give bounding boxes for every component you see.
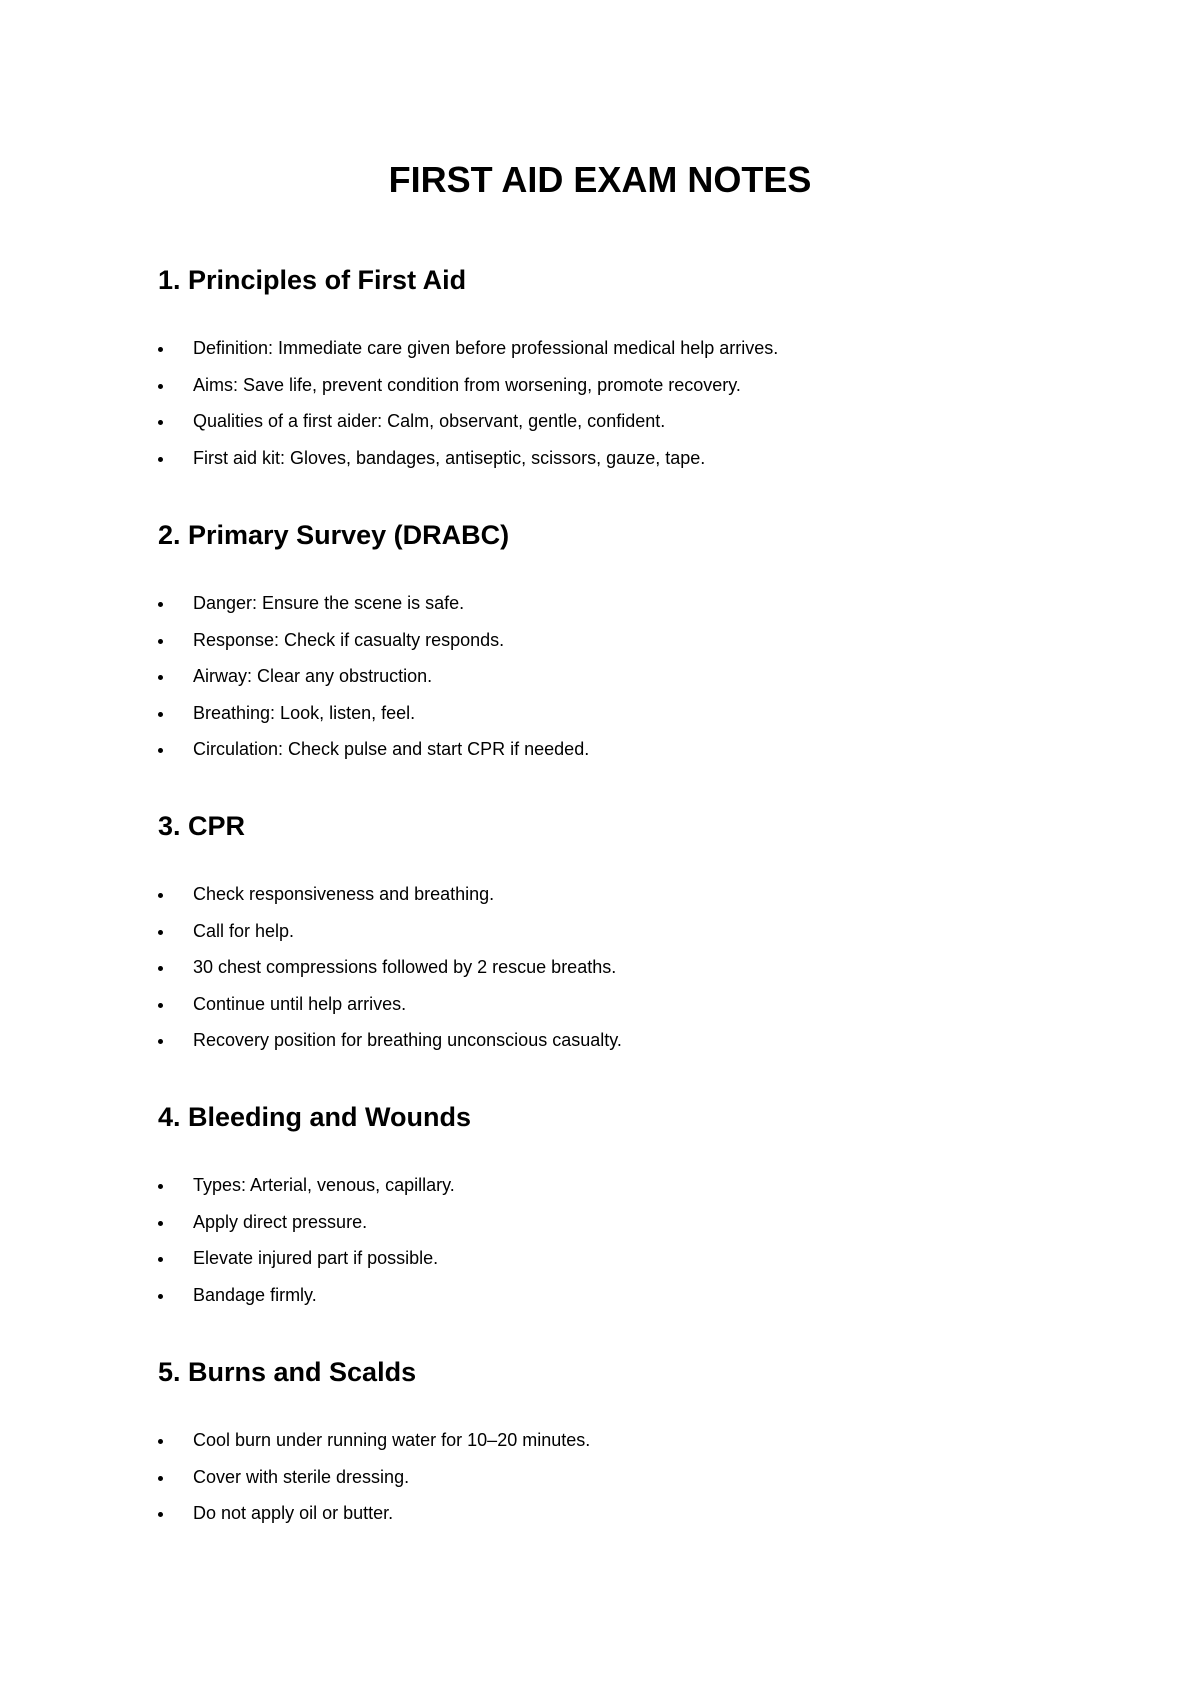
list-item-text: Circulation: Check pulse and start CPR if needed. xyxy=(193,739,590,760)
bullet-icon xyxy=(158,639,163,644)
list-item-text: 30 chest compressions followed by 2 rescue breaths. xyxy=(193,957,617,978)
bullet-icon xyxy=(158,1257,163,1262)
list-item xyxy=(158,949,1118,986)
bullet-icon xyxy=(158,675,163,680)
bullet-icon xyxy=(158,1294,163,1299)
list-item-text: Cover with sterile dressing. xyxy=(193,1466,410,1487)
section-heading: 5. Burns and Scalds xyxy=(158,1357,417,1387)
list-item xyxy=(158,1459,1118,1496)
list-item-text: Check responsiveness and breathing. xyxy=(193,884,495,904)
section-burns-and-scalds xyxy=(158,1355,1118,1532)
list-item xyxy=(158,1204,1118,1241)
section-heading: 3. CPR xyxy=(158,811,246,841)
list-item xyxy=(158,1167,1118,1204)
list-item-text: Bandage firmly. xyxy=(193,1284,317,1305)
bullet-icon xyxy=(158,712,163,717)
list-item-text: Definition: Immediate care given before professional medical help arrives. xyxy=(193,338,779,358)
list-item-text: Call for help. xyxy=(193,920,295,941)
list-item-text: Aims: Save life, prevent condition from worsening, promote recovery. xyxy=(193,374,741,395)
bullet-list xyxy=(158,876,1118,1059)
list-item-text: First aid kit: Gloves, bandages, antiseptic, scissors, gauze, tape. xyxy=(193,447,706,468)
list-item xyxy=(158,658,1118,695)
list-item xyxy=(158,986,1118,1023)
list-item-text: Response: Check if casualty responds. xyxy=(193,629,505,650)
bullet-icon xyxy=(158,1039,163,1044)
list-item xyxy=(158,695,1118,732)
list-item-text: Continue until help arrives. xyxy=(193,993,407,1014)
list-item xyxy=(158,403,1118,440)
bullet-list xyxy=(158,1167,1118,1313)
list-item-text: Qualities of a first aider: Calm, observant, gentle, confident. xyxy=(193,411,666,432)
bullet-list xyxy=(158,330,1118,476)
bullet-list xyxy=(158,585,1118,768)
list-item-text: Do not apply oil or butter. xyxy=(193,1503,394,1524)
bullet-icon xyxy=(158,1476,163,1481)
bullet-icon xyxy=(158,966,163,971)
list-item-text: Types: Arterial, venous, capillary. xyxy=(193,1175,455,1195)
bullet-icon xyxy=(158,893,163,898)
bullet-icon xyxy=(158,1184,163,1189)
list-item xyxy=(158,330,1118,367)
list-item-text: Cool burn under running water for 10–20 minutes. xyxy=(193,1430,591,1450)
list-item xyxy=(158,367,1118,404)
bullet-icon xyxy=(158,602,163,607)
list-item xyxy=(158,1022,1118,1059)
list-item-text: Apply direct pressure. xyxy=(193,1211,368,1232)
section-heading: 1. Principles of First Aid xyxy=(158,265,467,295)
document-title: FIRST AID EXAM NOTES xyxy=(388,159,812,200)
bullet-list xyxy=(158,1422,1118,1532)
list-item xyxy=(158,876,1118,913)
section-principles-of-first-aid xyxy=(158,263,1118,476)
list-item xyxy=(158,1277,1118,1314)
list-item xyxy=(158,1495,1118,1532)
list-item xyxy=(158,440,1118,477)
section-heading: 4. Bleeding and Wounds xyxy=(158,1102,472,1132)
list-item-text: Breathing: Look, listen, feel. xyxy=(193,702,416,723)
list-item xyxy=(158,1240,1118,1277)
bullet-icon xyxy=(158,384,163,389)
list-item xyxy=(158,1422,1118,1459)
list-item xyxy=(158,585,1118,622)
list-item xyxy=(158,913,1118,950)
list-item xyxy=(158,622,1118,659)
bullet-icon xyxy=(158,1003,163,1008)
bullet-icon xyxy=(158,1221,163,1226)
section-bleeding-and-wounds xyxy=(158,1100,1118,1313)
list-item-text: Recovery position for breathing unconscious casualty. xyxy=(193,1030,622,1051)
bullet-icon xyxy=(158,1512,163,1517)
bullet-icon xyxy=(158,457,163,462)
list-item-text: Danger: Ensure the scene is safe. xyxy=(193,593,465,613)
bullet-icon xyxy=(158,420,163,425)
list-item-text: Elevate injured part if possible. xyxy=(193,1248,439,1269)
bullet-icon xyxy=(158,930,163,935)
section-heading: 2. Primary Survey (DRABC) xyxy=(158,520,510,550)
bullet-icon xyxy=(158,347,163,352)
section-cpr xyxy=(158,809,1118,1059)
bullet-icon xyxy=(158,1439,163,1444)
bullet-icon xyxy=(158,748,163,753)
section-primary-survey xyxy=(158,518,1118,768)
list-item-text: Airway: Clear any obstruction. xyxy=(193,666,433,687)
list-item xyxy=(158,731,1118,768)
